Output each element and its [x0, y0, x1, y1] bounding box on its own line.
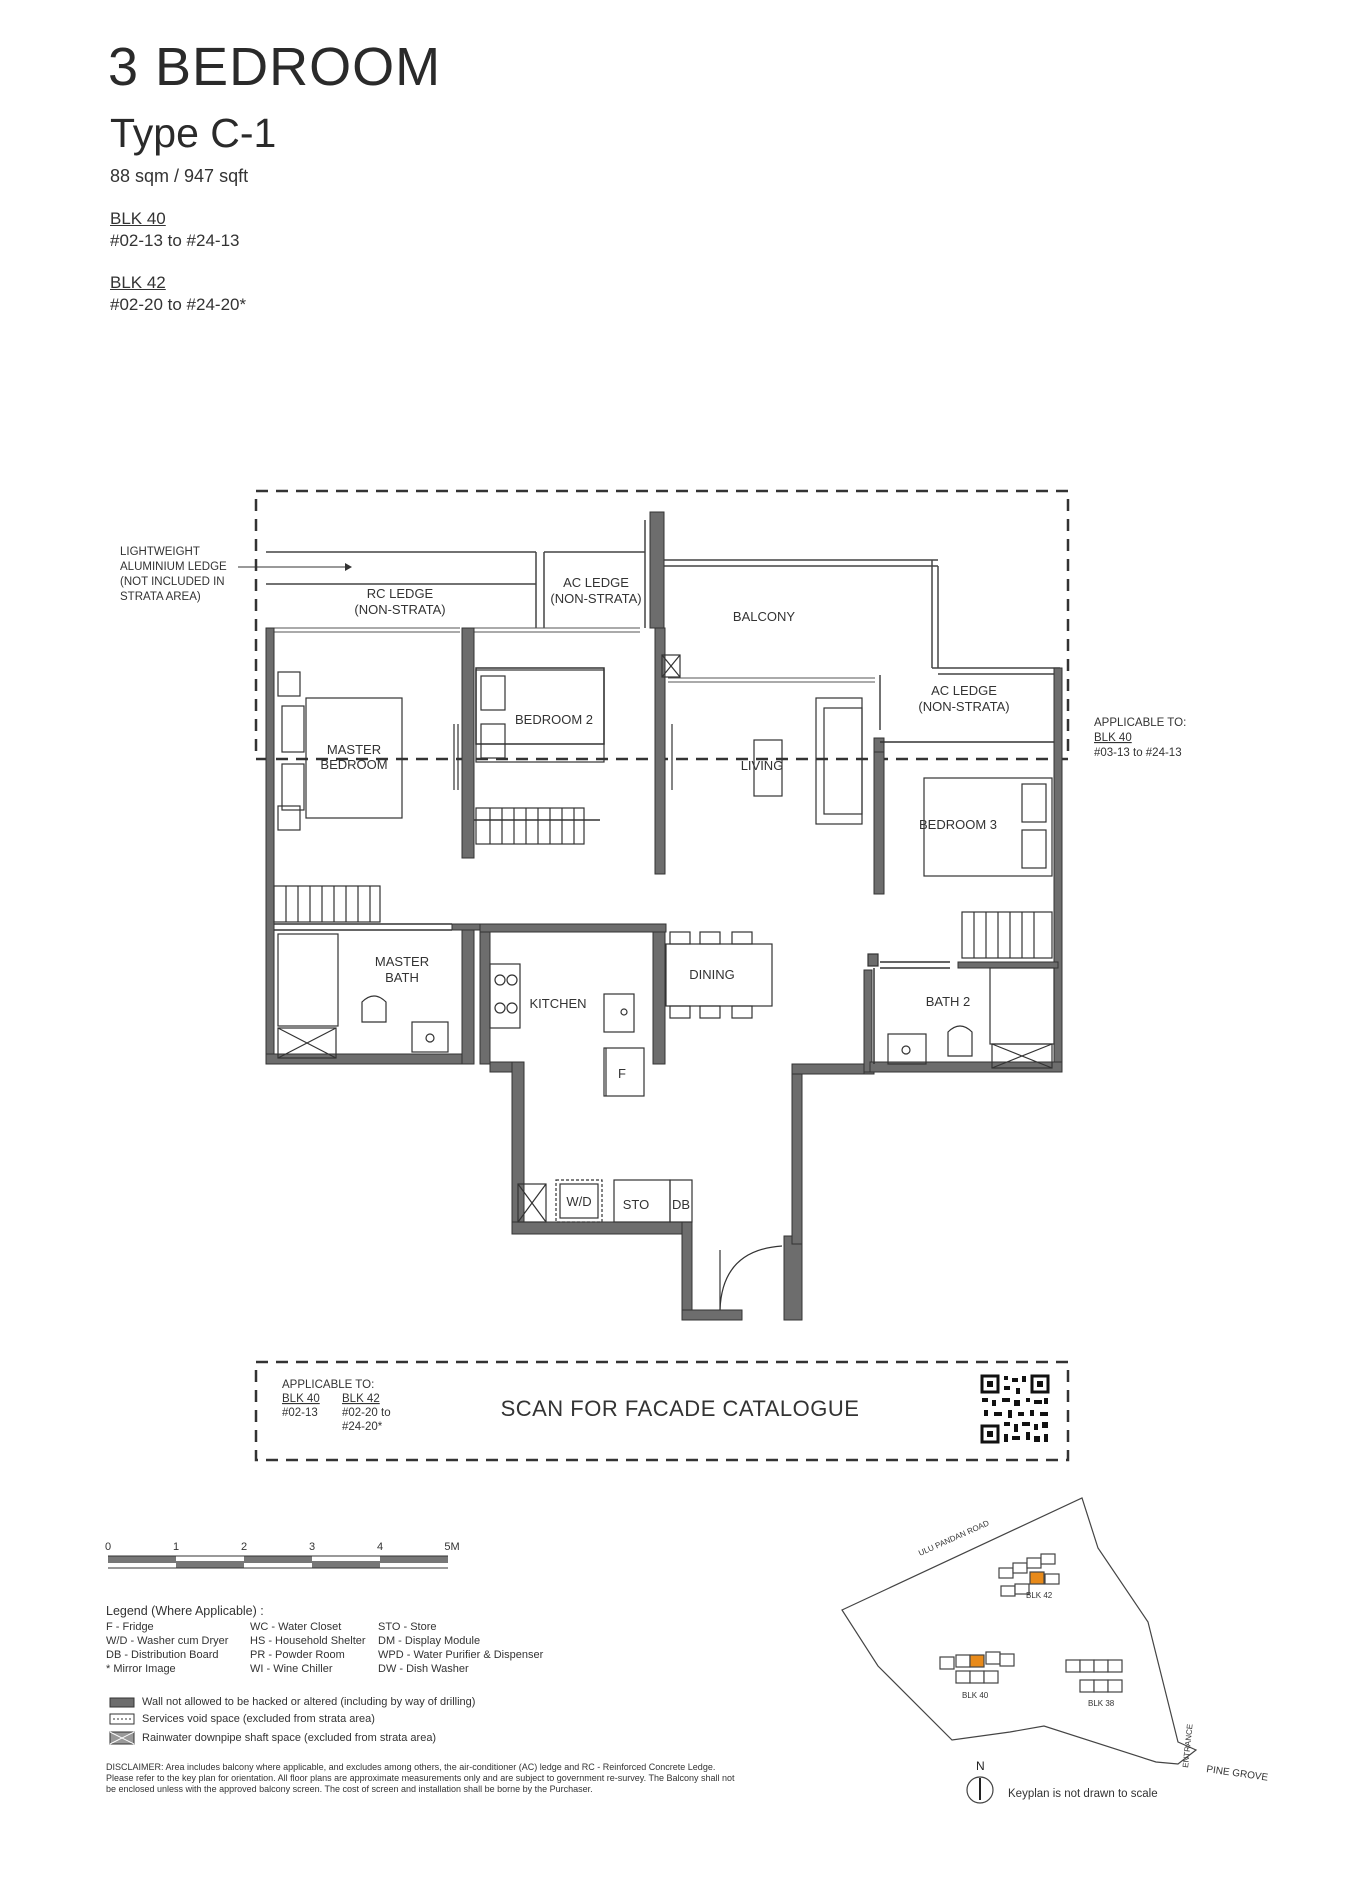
- facade-blk40-units: #02-13: [282, 1407, 318, 1419]
- lightweight-note-2: ALUMINIUM LEDGE: [120, 561, 227, 573]
- legend-item: DB - Distribution Board: [106, 1649, 219, 1661]
- keyplan-pine-grove: PINE GROVE: [1205, 1764, 1269, 1784]
- legend-col-3: [378, 1620, 543, 1676]
- keyplan-blk42: BLK 42: [1026, 1591, 1053, 1600]
- service-area: [518, 1180, 782, 1310]
- facade-blk42: BLK 42: [342, 1393, 380, 1405]
- living-label: LIVING: [740, 758, 784, 773]
- legend-item: HS - Household Shelter: [250, 1635, 366, 1647]
- north-label: N: [976, 1759, 985, 1773]
- applicable-right-label: APPLICABLE TO:: [1094, 717, 1187, 729]
- kitchen-label: KITCHEN: [529, 996, 587, 1011]
- ac-ledge-label-1: AC LEDGE: [563, 575, 629, 590]
- page-title: 3 BEDROOM: [108, 37, 442, 97]
- facade-blk40: BLK 40: [282, 1393, 320, 1405]
- keyplan-blk40: BLK 40: [962, 1691, 989, 1700]
- keyplan-road: ULU PANDAN ROAD: [917, 1518, 991, 1558]
- facade-blk42-units-2: #24-20*: [342, 1421, 383, 1433]
- disclaimer: DISCLAIMER: Area includes balcony where applicable, and excludes among others, the air-conditioner (AC) ledge and RC - Reinforced Concrete Ledge. Please refer to the key plan for orientation. All floor plans are approximate measurements only and are subject to government re-survey. The Balcony shall not be enclosed unless with the approved balcony screen. The cost of screen and installation shall be borne by the Purchaser.: [106, 1762, 735, 1794]
- lightweight-note-1: LIGHTWEIGHT: [120, 546, 200, 558]
- master-bath-label-1: MASTER: [374, 954, 430, 969]
- bedroom2-label: BEDROOM 2: [514, 712, 594, 727]
- legend-rainwater-swatch: [110, 1732, 134, 1744]
- facade-applicable-label: APPLICABLE TO:: [282, 1379, 375, 1391]
- unit-area: 88 sqm / 947 sqft: [110, 166, 249, 186]
- lightweight-note-4: STRATA AREA): [120, 591, 201, 603]
- master-bed: [274, 672, 402, 922]
- facade-scan-text: SCAN FOR FACADE CATALOGUE: [500, 1396, 860, 1421]
- bedroom3-label: BEDROOM 3: [918, 817, 998, 832]
- bath2-label: BATH 2: [925, 994, 971, 1009]
- applicable-right-units: #03-13 to #24-13: [1094, 747, 1182, 759]
- legend-key-void: Services void space (excluded from strata area): [142, 1713, 375, 1725]
- legend-key-wall: Wall not allowed to be hacked or altered (including by way of drilling): [142, 1696, 476, 1708]
- rc-ledge-label-2: (NON-STRATA): [354, 602, 446, 617]
- master-bedroom-label-1: MASTER: [326, 742, 382, 757]
- block-40-units: #02-13 to #24-13: [110, 231, 240, 250]
- legend-item: WC - Water Closet: [250, 1621, 342, 1633]
- keyplan-highlight-40: [970, 1655, 984, 1667]
- legend-wall-swatch: [110, 1698, 134, 1707]
- keyplan-note: Keyplan is not drawn to scale: [1008, 1788, 1158, 1800]
- legend-item: PR - Powder Room: [250, 1649, 345, 1661]
- legend-col-1: [106, 1620, 228, 1676]
- legend-item: W/D - Washer cum Dryer: [106, 1635, 229, 1647]
- master-bath-fixtures: [278, 934, 448, 1058]
- master-bedroom-label-2: BEDROOM: [320, 757, 388, 772]
- scale-bar: [108, 1556, 448, 1568]
- dining-label: DINING: [689, 967, 735, 982]
- bedroom2-furniture: [454, 670, 672, 844]
- legend-item: DW - Dish Washer: [378, 1663, 469, 1675]
- ac-ledge2-label-2: (NON-STRATA): [918, 699, 1010, 714]
- qr-code[interactable]: [980, 1374, 1050, 1444]
- applicable-right-blk: BLK 40: [1094, 732, 1132, 744]
- washer-dryer-label: W/D: [566, 1194, 592, 1209]
- unit-type: Type C-1: [110, 110, 277, 156]
- legend-item: STO - Store: [378, 1621, 437, 1633]
- bedroom3-furniture: [924, 778, 1052, 958]
- ac-ledge-label-2: (NON-STRATA): [550, 591, 642, 606]
- balcony-label: BALCONY: [732, 609, 796, 624]
- rc-ledge-label-1: RC LEDGE: [366, 586, 434, 601]
- scale-tick-2: 2: [240, 1541, 248, 1553]
- scale-tick-4: 4: [376, 1541, 384, 1553]
- block-42-name: BLK 42: [110, 273, 166, 292]
- keyplan-highlight-42: [1030, 1572, 1044, 1584]
- keyplan: [842, 1498, 1196, 1803]
- legend-item: DM - Display Module: [378, 1635, 481, 1647]
- bath2-fixtures: [868, 954, 1054, 1068]
- block-42-units: #02-20 to #24-20*: [110, 295, 247, 314]
- scale-tick-5: 5M: [444, 1541, 460, 1553]
- window-lines: [270, 628, 875, 682]
- master-bath-label-2: BATH: [385, 970, 419, 985]
- facade-blk42-units-1: #02-20 to: [342, 1407, 391, 1419]
- legend-item: * Mirror Image: [106, 1663, 176, 1675]
- legend-item: WI - Wine Chiller: [250, 1663, 333, 1675]
- legend-item: WPD - Water Purifier & Dispenser: [378, 1649, 544, 1661]
- fridge-label: F: [618, 1066, 626, 1081]
- legend-col-2: [250, 1620, 366, 1676]
- legend-title: Legend (Where Applicable) :: [106, 1604, 264, 1618]
- keyplan-blk38: BLK 38: [1088, 1699, 1115, 1708]
- scale-tick-0: 0: [104, 1541, 112, 1553]
- scale-tick-1: 1: [172, 1541, 180, 1553]
- lightweight-note-3: (NOT INCLUDED IN: [120, 576, 225, 588]
- scale-tick-3: 3: [308, 1541, 316, 1553]
- legend-void-swatch: [110, 1714, 134, 1724]
- keyplan-entrance: ENTRANCE: [1181, 1723, 1195, 1769]
- ac-ledge2-label-1: AC LEDGE: [931, 683, 997, 698]
- structural-walls: [266, 512, 1062, 1320]
- legend-item: F - Fridge: [106, 1621, 154, 1633]
- distribution-board-label: DB: [671, 1197, 691, 1212]
- living-furniture: [662, 655, 862, 824]
- legend-key-rainwater: Rainwater downpipe shaft space (excluded from strata area): [142, 1732, 437, 1744]
- store-label: STO: [622, 1197, 650, 1212]
- block-40-name: BLK 40: [110, 209, 166, 228]
